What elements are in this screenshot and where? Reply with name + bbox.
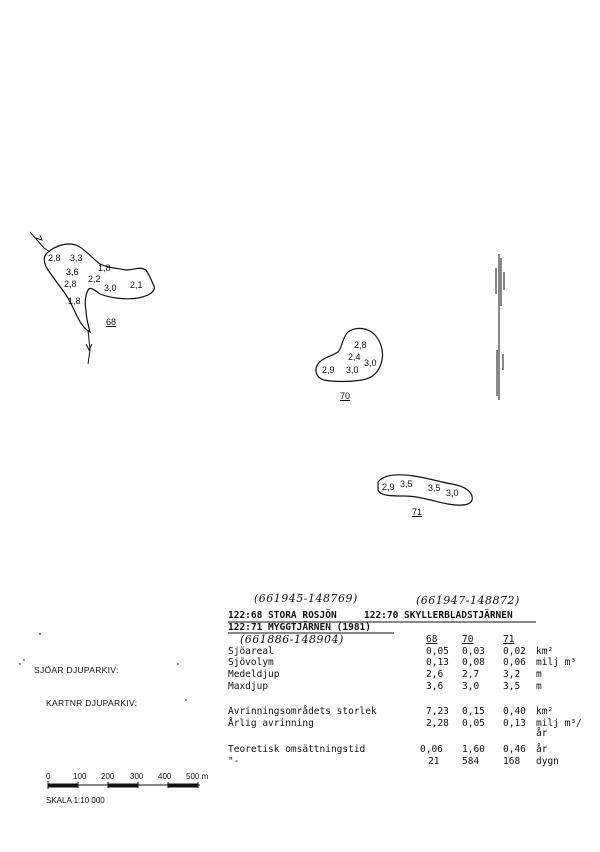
cell: 0,15 bbox=[462, 706, 485, 717]
depth-label: 2,2 bbox=[88, 274, 101, 284]
depth-label: 3,0 bbox=[104, 283, 117, 293]
depth-label: 2,8 bbox=[48, 253, 61, 263]
depth-label: 2,4 bbox=[348, 352, 361, 362]
cell: 0,40 bbox=[503, 706, 526, 717]
depth-label: 1,8 bbox=[68, 296, 81, 306]
cell: 0,02 bbox=[503, 646, 526, 657]
unit: km² bbox=[536, 706, 554, 717]
depth-label: 3,0 bbox=[364, 358, 377, 368]
scale-tick: 400 bbox=[158, 772, 172, 781]
lake-70-id: 70 bbox=[340, 391, 351, 401]
col-68: 68 bbox=[426, 634, 438, 645]
row-label: Teoretisk omsättningstid bbox=[228, 744, 366, 755]
cell: 3,5 bbox=[503, 681, 521, 692]
kartnr-djuparkiv-label: KARTNR DJUPARKIV: bbox=[46, 698, 138, 708]
depth-label: 2,9 bbox=[322, 365, 335, 375]
cell: 584 bbox=[462, 756, 480, 767]
sjoar-djuparkiv-label: SJÖAR DJUPARKIV: bbox=[34, 665, 119, 675]
row-label: Sjöareal bbox=[228, 646, 274, 657]
scale-tick: 300 bbox=[130, 772, 144, 781]
row-label: Avrinningsområdets storlek bbox=[228, 706, 377, 717]
unit: dygn bbox=[536, 756, 559, 767]
col-71: 71 bbox=[503, 634, 515, 645]
cell: 0,13 bbox=[426, 657, 449, 668]
row-label: Medeldjup bbox=[228, 669, 280, 680]
depth-label: 3,3 bbox=[70, 253, 83, 263]
cell: 0,05 bbox=[426, 646, 449, 657]
cell: 2,28 bbox=[426, 718, 449, 729]
scale-tick: 100 bbox=[73, 772, 87, 781]
unit: milj m³ bbox=[536, 657, 577, 668]
unit: år bbox=[536, 744, 548, 755]
cell: 0,46 bbox=[503, 744, 526, 755]
scale-label: SKALA 1:10 000 bbox=[46, 796, 105, 805]
coord-68: (661945-148769) bbox=[254, 592, 358, 605]
lake-68-id: 68 bbox=[106, 317, 117, 327]
depth-label: 2,9 bbox=[382, 482, 395, 492]
depth-label: 3,5 bbox=[428, 483, 441, 493]
cell: 1,60 bbox=[462, 744, 485, 755]
header-lake-70: 122:70 SKYLLERBLADSTJÄRNEN bbox=[364, 610, 513, 621]
depth-label: 3,6 bbox=[66, 267, 79, 277]
cell: 21 bbox=[428, 756, 440, 767]
col-70: 70 bbox=[462, 634, 474, 645]
coord-71: (661886-148904) bbox=[240, 633, 344, 646]
header-lake-71: 122:71 MYGGTJÄRNEN (1981) bbox=[228, 622, 371, 633]
row-label: Maxdjup bbox=[228, 681, 269, 692]
depth-label: 2,8 bbox=[354, 340, 367, 350]
depth-label: 1,8 bbox=[98, 263, 111, 273]
row-label: Årlig avrinning bbox=[228, 718, 314, 729]
cell: 0,13 bbox=[503, 718, 526, 729]
cell: 168 bbox=[503, 756, 521, 767]
depth-label: 3,5 bbox=[400, 479, 413, 489]
cell: 0,05 bbox=[462, 718, 485, 729]
depth-label: 3,0 bbox=[346, 365, 359, 375]
frame-marks bbox=[496, 254, 504, 400]
cell: 3,0 bbox=[462, 681, 480, 692]
cell: 2,7 bbox=[462, 669, 480, 680]
depth-label: 2,1 bbox=[130, 280, 143, 290]
scale-tick: 500 m bbox=[186, 772, 209, 781]
unit: milj m³/år bbox=[536, 718, 582, 739]
lake-71-id: 71 bbox=[412, 507, 423, 517]
depth-label: 2,8 bbox=[64, 279, 77, 289]
row-label: "- bbox=[228, 756, 240, 767]
unit: m bbox=[536, 681, 542, 692]
cell: 0,06 bbox=[503, 657, 526, 668]
cell: 3,2 bbox=[503, 669, 521, 680]
row-label: Sjövolym bbox=[228, 657, 274, 668]
scale-bar bbox=[48, 781, 200, 789]
scale-tick: 0 bbox=[46, 772, 51, 781]
header-lake-68: 122:68 STORA ROSJÖN bbox=[228, 610, 337, 621]
depth-label: 3,0 bbox=[446, 488, 459, 498]
outflow-stream bbox=[88, 330, 90, 364]
cell: 3,6 bbox=[426, 681, 444, 692]
unit: m bbox=[536, 669, 542, 680]
cell: 0,08 bbox=[462, 657, 485, 668]
coord-70: (661947-148872) bbox=[416, 594, 520, 607]
unit: km² bbox=[536, 646, 554, 657]
cell: 2,6 bbox=[426, 669, 444, 680]
scale-tick: 200 bbox=[101, 772, 115, 781]
cell: 0,03 bbox=[462, 646, 485, 657]
cell: 0,06 bbox=[420, 744, 443, 755]
cell: 7,23 bbox=[426, 706, 449, 717]
